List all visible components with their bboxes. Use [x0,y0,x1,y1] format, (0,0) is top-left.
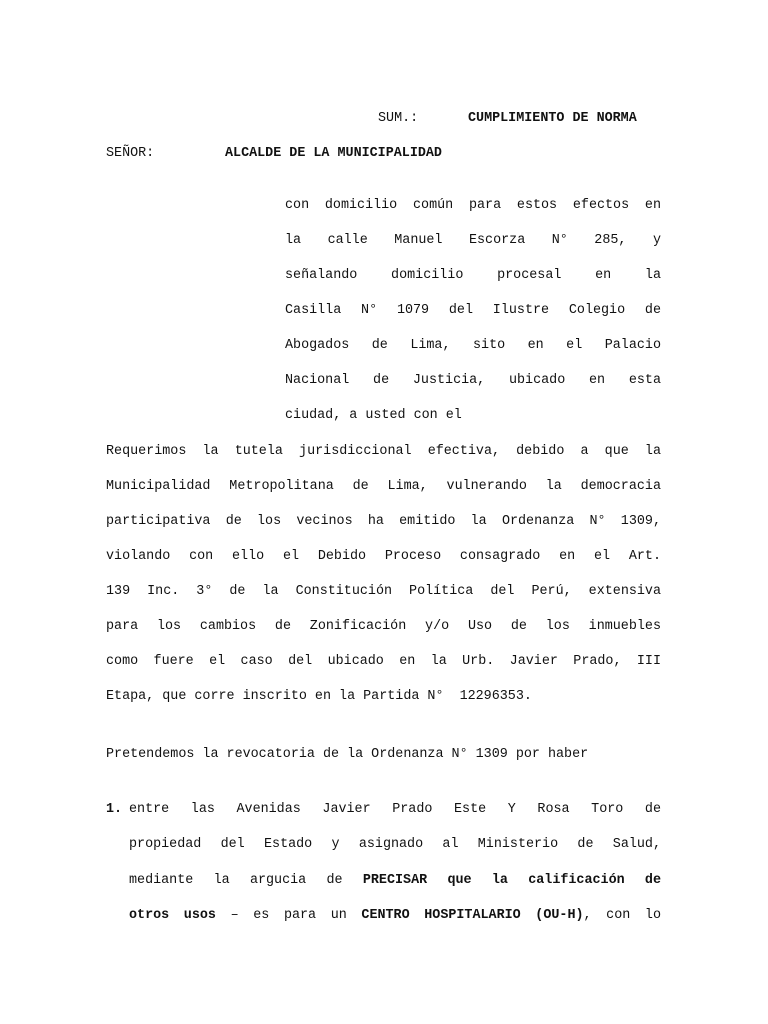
intro-line: la calle Manuel Escorza N° 285, y [285,233,661,248]
body-line: 139 Inc. 3° de la Constitución Política del Perú, extensiva [106,584,661,599]
senor-label: SEÑOR: [106,146,155,161]
intro-line: Nacional de Justicia, ubicado en esta [285,373,661,388]
intro-line: Abogados de Lima, sito en el Palacio [285,338,661,353]
list-text-bold: otros usos [129,908,216,923]
senor-value: ALCALDE DE LA MUNICIPALIDAD [225,146,442,161]
list-line [129,872,661,890]
list-line: propiedad del Estado y asignado al Ministerio de Salud, [129,837,661,852]
sum-label: SUM.: [378,111,419,126]
list-text-bold: CENTRO HOSPITALARIO (OU-H) [361,908,584,923]
list-text: – es para un [215,908,362,923]
list-number: 1. [106,802,123,817]
body-line: Etapa, que corre inscrito en la Partida N° 12296353. [106,689,532,704]
intro-line: Casilla N° 1079 del Ilustre Colegio de [285,303,661,318]
list-text: , con lo [583,908,661,923]
intro-line: con domicilio común para estos efectos en [285,198,661,213]
body-line: Municipalidad Metropolitana de Lima, vulnerando la democracia [106,479,661,494]
body-line: Requerimos la tutela jurisdiccional efectiva, debido a que la [106,444,661,459]
list-text-bold: que la calificación de [427,873,662,888]
list-text: mediante la argucia de [129,873,363,888]
list-line [129,907,661,925]
body-line: violando con ello el Debido Proceso consagrado en el Art. [106,549,661,564]
list-line: entre las Avenidas Javier Prado Este Y Rosa Toro de [129,802,661,817]
body-line: participativa de los vecinos ha emitido la Ordenanza N° 1309, [106,514,661,529]
body-line: como fuere el caso del ubicado en la Urb. Javier Prado, III [106,654,661,669]
body-line: para los cambios de Zonificación y/o Uso de los inmuebles [106,619,661,634]
intro-line: señalando domicilio procesal en la [285,268,661,283]
sum-value: CUMPLIMIENTO DE NORMA [468,111,637,126]
pretension-line: Pretendemos la revocatoria de la Ordenanza N° 1309 por haber [106,747,589,762]
intro-line: ciudad, a usted con el [285,408,462,423]
list-text-bold: PRECISAR [362,873,428,888]
